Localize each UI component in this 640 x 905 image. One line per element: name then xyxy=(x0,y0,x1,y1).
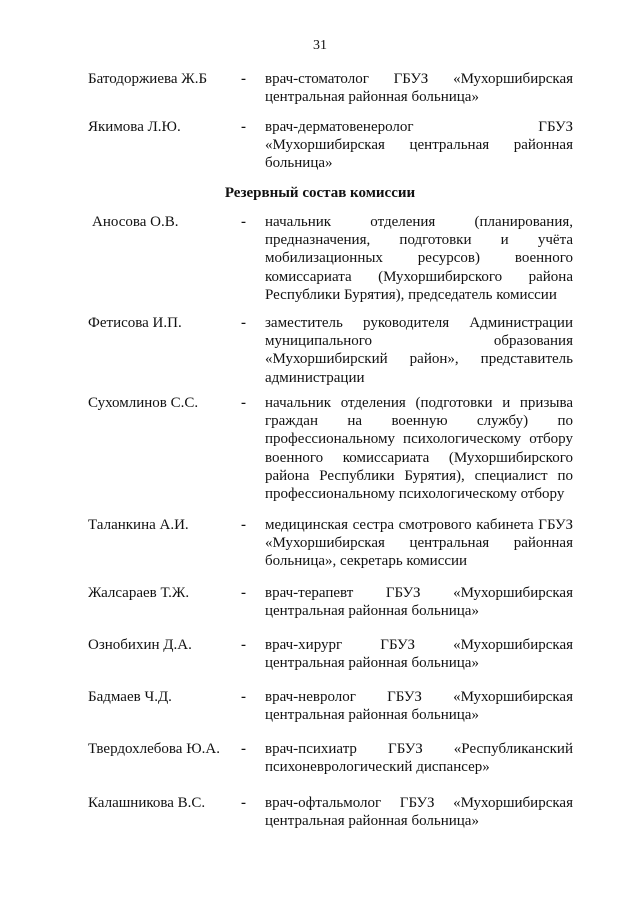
member-dash: - xyxy=(241,689,246,705)
section-heading: Резервный состав комиссии xyxy=(224,185,416,201)
member-dash: - xyxy=(241,795,246,811)
member-role: врач-стоматолог ГБУЗ «Мухоршибирская центральная районная больница» xyxy=(265,71,573,106)
member-name: Жалсараев Т.Ж. xyxy=(88,585,190,601)
member-dash: - xyxy=(241,214,246,230)
member-name: Батодоржиева Ж.Б xyxy=(88,71,208,87)
member-name: Бадмаев Ч.Д. xyxy=(88,689,172,705)
member-name: Фетисова И.П. xyxy=(88,315,182,331)
member-role: начальник отделения (планирования, предназначения, подготовки и учёта мобилизационных ресурсов) военного комиссариата (Мухоршибирского района Республики Бурятия), председатель комиссии xyxy=(265,214,573,303)
member-name: Калашникова В.С. xyxy=(88,795,206,811)
member-dash: - xyxy=(241,315,246,331)
member-dash: - xyxy=(241,637,246,653)
member-name: Якимова Л.Ю. xyxy=(88,119,181,135)
member-role: врач-терапевт ГБУЗ «Мухоршибирская центральная районная больница» xyxy=(265,585,573,620)
member-dash: - xyxy=(241,741,246,757)
member-dash: - xyxy=(241,585,246,601)
member-role: заместитель руководителя Администрации муниципального образования «Мухоршибирский район», представитель администрации xyxy=(265,315,573,386)
member-role: медицинская сестра смотрового кабинета ГБУЗ «Мухоршибирская центральная районная больница», секретарь комиссии xyxy=(265,517,573,570)
member-dash: - xyxy=(241,119,246,135)
member-role: врач-психиатр ГБУЗ «Республиканский психоневрологический диспансер» xyxy=(265,741,573,776)
member-name: Таланкина А.И. xyxy=(88,517,189,533)
member-name: Твердохлебова Ю.А. xyxy=(88,741,220,757)
member-dash: - xyxy=(241,395,246,411)
member-role: начальник отделения (подготовки и призыва граждан на военную службу) по профессиональному психологическому отбору военного комиссариата (Мухоршибирского района Республики Бурятия), специалист по профессиональному психологическому отбору xyxy=(265,395,573,503)
member-name: Аносова О.В. xyxy=(92,214,179,230)
page-number: 31 xyxy=(313,38,327,53)
member-role: врач-офтальмолог ГБУЗ «Мухоршибирская центральная районная больница» xyxy=(265,795,573,830)
member-dash: - xyxy=(241,517,246,533)
member-dash: - xyxy=(241,71,246,87)
member-role: врач-дерматовенеролог ГБУЗ «Мухоршибирская центральная районная больница» xyxy=(265,119,573,172)
member-role: врач-хирург ГБУЗ «Мухоршибирская центральная районная больница» xyxy=(265,637,573,672)
member-name: Сухомлинов С.С. xyxy=(88,395,199,411)
member-role: врач-невролог ГБУЗ «Мухоршибирская центральная районная больница» xyxy=(265,689,573,724)
member-name: Ознобихин Д.А. xyxy=(88,637,192,653)
